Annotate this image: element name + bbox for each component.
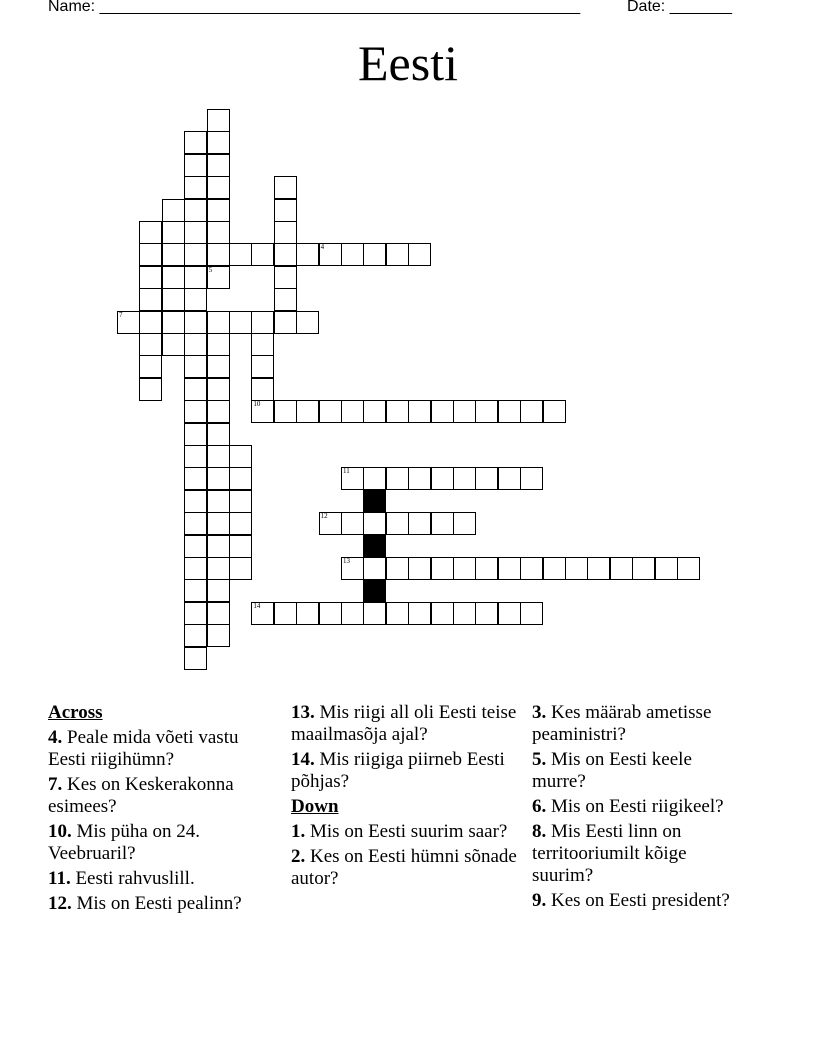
across-heading: Across (48, 702, 103, 723)
grid-cell[interactable] (453, 400, 476, 423)
grid-cell[interactable] (184, 378, 207, 401)
clue-down-1: 1. Mis on Eesti suurim saar? (291, 821, 508, 842)
grid-cell[interactable] (207, 467, 230, 490)
grid-cell[interactable] (207, 557, 230, 580)
grid-cell[interactable] (162, 221, 185, 244)
grid-cell[interactable] (408, 467, 431, 490)
grid-cell[interactable] (475, 602, 498, 625)
clue-number: 11 (343, 467, 350, 476)
grid-cell[interactable] (162, 199, 185, 222)
grid-cell[interactable] (184, 288, 207, 311)
grid-cell[interactable] (543, 400, 566, 423)
grid-cell[interactable] (184, 154, 207, 177)
grid-cell[interactable] (274, 176, 297, 199)
grid-cell[interactable] (184, 512, 207, 535)
grid-cell[interactable] (207, 131, 230, 154)
black-square (363, 579, 386, 602)
clue-across-13: 13. Mis riigi all oli Eesti teise maailmasõja ajal? (291, 702, 517, 745)
grid-cell[interactable] (117, 311, 140, 334)
black-square (363, 535, 386, 558)
grid-cell[interactable] (139, 311, 162, 334)
grid-cell[interactable] (207, 445, 230, 468)
clue-number: 5 (208, 265, 213, 274)
grid-cell[interactable] (363, 467, 386, 490)
grid-cell[interactable] (184, 266, 207, 289)
grid-cell[interactable] (162, 243, 185, 266)
grid-cell[interactable] (274, 311, 297, 334)
grid-cell[interactable] (139, 243, 162, 266)
grid-cell[interactable] (184, 423, 207, 446)
grid-cell[interactable] (498, 400, 521, 423)
name-line: ______________________________________________________ (99, 0, 581, 15)
grid-cell[interactable] (207, 311, 230, 334)
grid-cell[interactable] (207, 355, 230, 378)
grid-cell[interactable] (498, 467, 521, 490)
grid-cell[interactable] (296, 602, 319, 625)
grid-cell[interactable] (587, 557, 610, 580)
grid-cell[interactable] (162, 311, 185, 334)
grid-cell[interactable] (184, 400, 207, 423)
grid-cell[interactable] (341, 602, 364, 625)
grid-cell[interactable] (139, 378, 162, 401)
grid-cell[interactable] (520, 467, 543, 490)
grid-cell[interactable] (184, 557, 207, 580)
grid-cell[interactable] (184, 602, 207, 625)
grid-cell[interactable] (207, 199, 230, 222)
grid-cell[interactable] (475, 467, 498, 490)
grid-cell[interactable] (207, 243, 230, 266)
grid-cell[interactable] (274, 266, 297, 289)
grid-cell[interactable] (184, 624, 207, 647)
grid-cell[interactable] (341, 512, 364, 535)
grid-cell[interactable] (162, 266, 185, 289)
grid-cell[interactable] (319, 400, 342, 423)
grid-cell[interactable] (229, 243, 252, 266)
clue-down-8: 8. Mis Eesti linn on territooriumilt kõige suurim? (532, 821, 687, 886)
grid-cell[interactable] (431, 602, 454, 625)
grid-cell[interactable] (207, 333, 230, 356)
clue-number: 14 (253, 601, 261, 610)
grid-cell[interactable] (363, 557, 386, 580)
grid-cell[interactable] (274, 243, 297, 266)
grid-cell[interactable] (184, 490, 207, 513)
grid-cell[interactable] (274, 602, 297, 625)
grid-cell[interactable] (207, 154, 230, 177)
grid-cell[interactable] (184, 176, 207, 199)
grid-cell[interactable] (184, 445, 207, 468)
grid-cell[interactable] (274, 199, 297, 222)
grid-cell[interactable] (184, 579, 207, 602)
grid-cell[interactable] (229, 535, 252, 558)
grid-cell[interactable] (543, 557, 566, 580)
grid-cell[interactable] (207, 266, 230, 289)
grid-cell[interactable] (207, 400, 230, 423)
grid-cell[interactable] (386, 243, 409, 266)
grid-cell[interactable] (139, 333, 162, 356)
grid-cell[interactable] (184, 199, 207, 222)
grid-cell[interactable] (229, 467, 252, 490)
grid-cell[interactable] (565, 557, 588, 580)
grid-cell[interactable] (184, 467, 207, 490)
grid-cell[interactable] (363, 602, 386, 625)
grid-cell[interactable] (632, 557, 655, 580)
clue-down-9: 9. Kes on Eesti president? (532, 890, 730, 911)
grid-cell[interactable] (408, 602, 431, 625)
grid-cell[interactable] (386, 602, 409, 625)
clue-column-1 (48, 702, 280, 918)
grid-cell[interactable] (319, 243, 342, 266)
grid-cell[interactable] (677, 557, 700, 580)
clue-number: 13 (343, 557, 350, 565)
grid-cell[interactable] (207, 512, 230, 535)
clue-number: 10 (253, 400, 261, 409)
grid-cell[interactable] (207, 579, 230, 602)
grid-cell[interactable] (363, 512, 386, 535)
grid-cell[interactable] (184, 311, 207, 334)
grid-cell[interactable] (386, 512, 409, 535)
grid-cell[interactable] (319, 602, 342, 625)
grid-cell[interactable] (207, 378, 230, 401)
clue-across-11: 11. Eesti rahvuslill. (48, 868, 195, 889)
clue-number: 4 (320, 243, 325, 252)
grid-cell[interactable] (386, 400, 409, 423)
grid-cell[interactable] (498, 557, 521, 580)
grid-cell[interactable] (251, 602, 274, 625)
clue-across-12: 12. Mis on Eesti pealinn? (48, 893, 242, 914)
grid-cell[interactable] (207, 109, 230, 132)
grid-cell[interactable] (184, 221, 207, 244)
puzzle-title: Eesti (358, 35, 458, 91)
grid-cell[interactable] (453, 557, 476, 580)
grid-cell[interactable] (408, 243, 431, 266)
grid-cell[interactable] (251, 243, 274, 266)
name-label: Name: (48, 0, 96, 15)
grid-cell[interactable] (431, 467, 454, 490)
grid-cell[interactable] (139, 355, 162, 378)
grid-cell[interactable] (184, 131, 207, 154)
grid-cell[interactable] (184, 535, 207, 558)
grid-cell[interactable] (453, 602, 476, 625)
grid-cell[interactable] (207, 535, 230, 558)
grid-cell[interactable] (475, 557, 498, 580)
grid-cell[interactable] (408, 557, 431, 580)
grid-cell[interactable] (162, 288, 185, 311)
grid-cell[interactable] (184, 333, 207, 356)
grid-cell[interactable] (139, 266, 162, 289)
black-square (363, 490, 386, 513)
grid-cell[interactable] (498, 602, 521, 625)
grid-cell[interactable] (431, 512, 454, 535)
grid-cell[interactable] (520, 557, 543, 580)
grid-cell[interactable] (655, 557, 678, 580)
grid-cell[interactable] (520, 602, 543, 625)
grid-cell[interactable] (386, 557, 409, 580)
grid-cell[interactable] (296, 243, 319, 266)
grid-cell[interactable] (431, 557, 454, 580)
clue-down-5: 5. Mis on Eesti keele murre? (532, 749, 692, 792)
grid-cell[interactable] (207, 602, 230, 625)
grid-cell[interactable] (139, 288, 162, 311)
grid-cell[interactable] (431, 400, 454, 423)
clue-across-14: 14. Mis riigiga piirneb Eesti põhjas? (291, 749, 505, 792)
clue-across-10: 10. Mis püha on 24. Veebruaril? (48, 821, 200, 864)
clue-down-2: 2. Kes on Eesti hümni sõnade autor? (291, 846, 517, 889)
grid-cell[interactable] (274, 221, 297, 244)
grid-cell[interactable] (475, 400, 498, 423)
grid-cell[interactable] (408, 400, 431, 423)
grid-cell[interactable] (251, 311, 274, 334)
grid-cell[interactable] (453, 467, 476, 490)
grid-cell[interactable] (251, 378, 274, 401)
grid-cell[interactable] (229, 490, 252, 513)
grid-cell[interactable] (251, 400, 274, 423)
grid-cell[interactable] (229, 311, 252, 334)
grid-cell[interactable] (207, 490, 230, 513)
grid-cell[interactable] (341, 557, 364, 580)
grid-cell[interactable] (184, 243, 207, 266)
grid-cell[interactable] (229, 445, 252, 468)
grid-cell[interactable] (363, 400, 386, 423)
date-label: Date: (627, 0, 666, 15)
grid-cell[interactable] (319, 512, 342, 535)
date-line: _______ (669, 0, 732, 15)
grid-cell[interactable] (251, 355, 274, 378)
grid-cell[interactable] (341, 400, 364, 423)
grid-cell[interactable] (184, 355, 207, 378)
grid-cell[interactable] (229, 557, 252, 580)
grid-cell[interactable] (207, 221, 230, 244)
clue-number: 12 (320, 512, 328, 521)
grid-cell[interactable] (207, 624, 230, 647)
grid-cell[interactable] (184, 647, 207, 670)
grid-cell[interactable] (296, 311, 319, 334)
grid-cell[interactable] (207, 423, 230, 446)
clue-column-2 (291, 702, 521, 893)
grid-cell[interactable] (296, 400, 319, 423)
clue-down-6: 6. Mis on Eesti riigikeel? (532, 796, 724, 817)
grid-cell[interactable] (341, 243, 364, 266)
grid-cell[interactable] (207, 176, 230, 199)
clue-down-3: 3. Kes määrab ametisse peaministri? (532, 702, 712, 745)
clue-number: 7 (119, 310, 123, 319)
grid-cell[interactable] (386, 467, 409, 490)
clue-across-7: 7. Kes on Keskerakonna esimees? (48, 774, 234, 817)
grid-cell[interactable] (453, 512, 476, 535)
grid-cell[interactable] (520, 400, 543, 423)
grid-cell[interactable] (363, 243, 386, 266)
grid-cell[interactable] (251, 333, 274, 356)
clue-column-3 (532, 702, 732, 915)
grid-cell[interactable] (162, 333, 185, 356)
grid-cell[interactable] (408, 512, 431, 535)
grid-cell[interactable] (139, 221, 162, 244)
grid-cell[interactable] (274, 288, 297, 311)
grid-cell[interactable] (274, 400, 297, 423)
grid-cell[interactable] (610, 557, 633, 580)
grid-cell[interactable] (229, 512, 252, 535)
down-heading: Down (291, 796, 339, 817)
clue-across-4: 4. Peale mida võeti vastu Eesti riigihümn? (48, 727, 239, 770)
grid-cell[interactable] (341, 467, 364, 490)
